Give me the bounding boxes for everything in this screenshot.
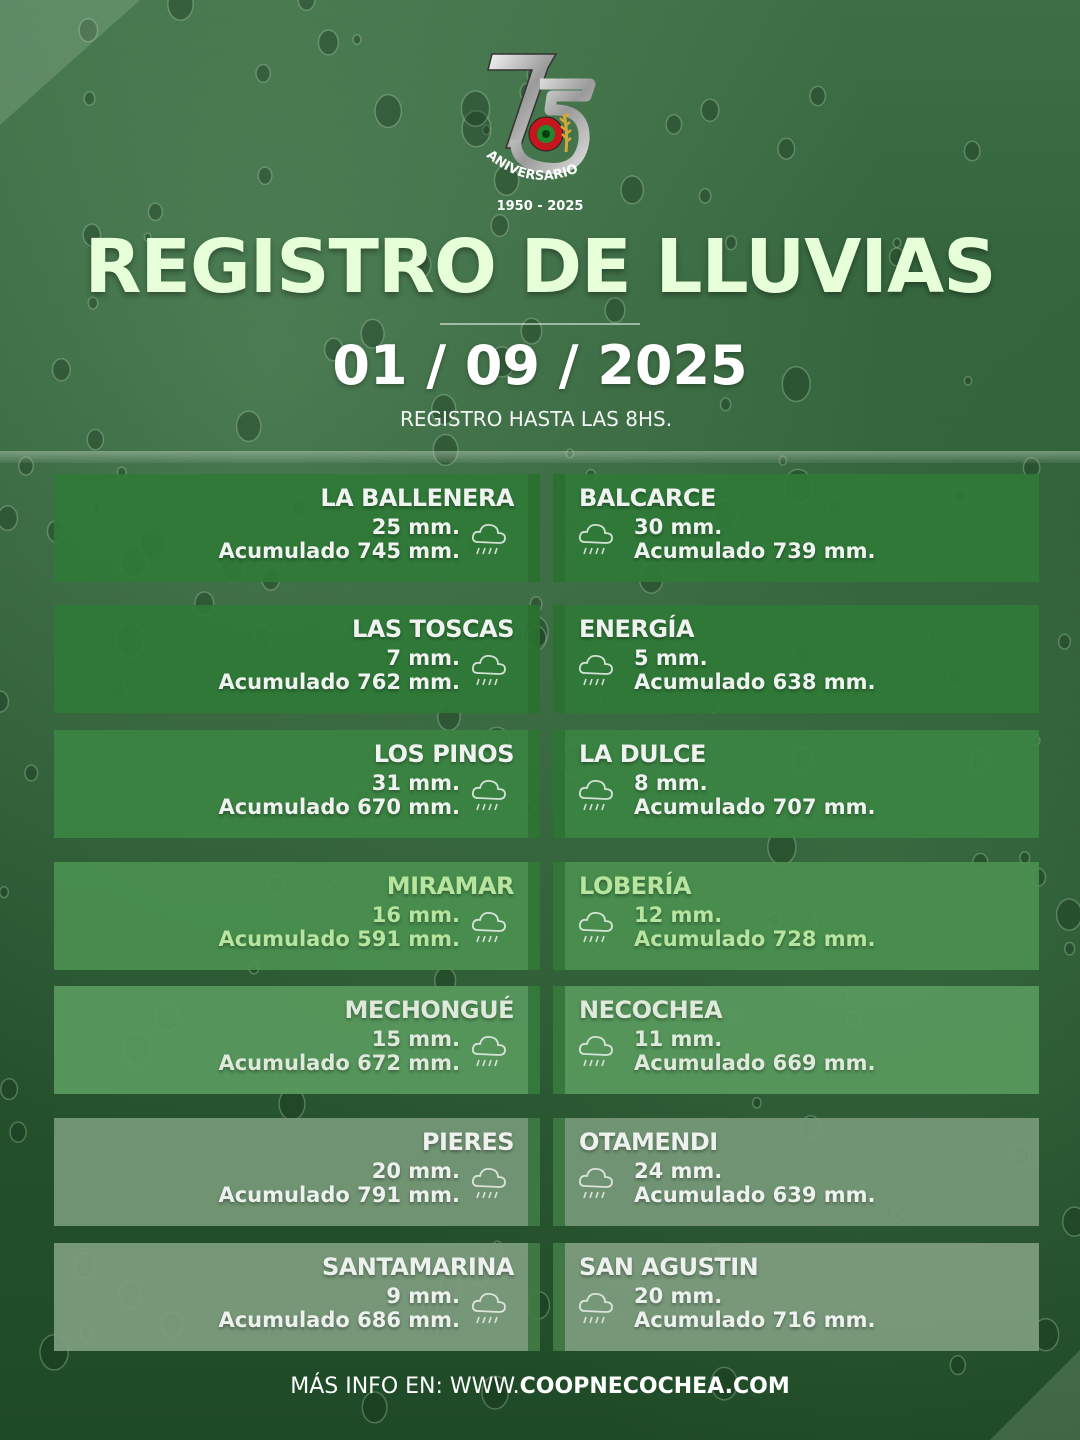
rain-cloud-icon (577, 651, 615, 691)
rain-cloud-icon (470, 1289, 508, 1329)
water-droplet (778, 138, 795, 159)
water-droplet (0, 887, 8, 898)
station-accumulated-rain: Acumulado 638 mm. (634, 670, 876, 694)
station-name: MECHONGUÉ (344, 996, 514, 1024)
water-droplet (353, 35, 361, 45)
water-droplet (87, 430, 103, 450)
station-name: LOBERÍA (579, 872, 692, 900)
water-droplet (1057, 899, 1080, 930)
corner-accent-top-left (0, 0, 140, 125)
water-droplet (25, 765, 38, 781)
station-name: SAN AGUSTIN (579, 1253, 759, 1281)
station-accumulated-rain: Acumulado 672 mm. (218, 1051, 460, 1075)
station-card (54, 474, 540, 582)
footer-website-link[interactable]: COOPNECOCHEA.COM (519, 1374, 790, 1399)
station-accumulated-rain: Acumulado 728 mm. (634, 927, 876, 951)
station-card (553, 730, 1039, 838)
station-name: BALCARCE (579, 484, 716, 512)
report-subtitle: REGISTRO HASTA LAS 8HS. (399, 407, 673, 431)
window-sill (0, 451, 1080, 463)
footer-prefix: MÁS INFO EN: WWW. (290, 1374, 520, 1399)
water-droplet (149, 203, 163, 220)
water-droplet (965, 141, 980, 160)
water-droplet (701, 99, 719, 121)
water-droplet (699, 189, 710, 203)
station-name: SANTAMARINA (321, 1253, 514, 1281)
rain-cloud-icon (577, 520, 615, 560)
water-droplet (753, 1098, 761, 1108)
water-droplet (666, 115, 681, 134)
report-date: 01 / 09 / 2025 (332, 334, 748, 397)
station-daily-rain: 11 mm. (634, 1027, 723, 1051)
station-card (553, 605, 1039, 713)
station-name: PIERES (421, 1128, 514, 1156)
page-title: REGISTRO DE LLUVIAS (84, 224, 996, 310)
station-daily-rain: 24 mm. (634, 1159, 723, 1183)
station-accumulated-rain: Acumulado 686 mm. (218, 1308, 460, 1332)
water-droplet (319, 30, 339, 55)
water-droplet (375, 95, 401, 128)
station-accumulated-rain: Acumulado 670 mm. (218, 795, 460, 819)
water-droplet (256, 65, 270, 83)
water-droplet (0, 506, 17, 530)
station-name: LA BALLENERA (320, 484, 514, 512)
anniversary-logo (474, 48, 604, 218)
station-card (54, 1243, 540, 1351)
station-daily-rain: 15 mm. (371, 1027, 460, 1051)
station-accumulated-rain: Acumulado 739 mm. (634, 539, 876, 563)
water-droplet (1059, 634, 1071, 649)
water-droplet (810, 86, 825, 105)
water-droplet (168, 0, 193, 20)
water-droplet (258, 167, 272, 184)
water-droplet (0, 691, 8, 712)
rain-cloud-icon (577, 1289, 615, 1329)
water-droplet (1, 1079, 18, 1100)
water-droplet (1065, 943, 1075, 955)
station-card (54, 986, 540, 1094)
water-droplet (950, 1356, 965, 1375)
rain-cloud-icon (470, 908, 508, 948)
water-droplet (1063, 1207, 1080, 1236)
station-accumulated-rain: Acumulado 669 mm. (634, 1051, 876, 1075)
station-name: MIRAMAR (386, 872, 514, 900)
station-daily-rain: 8 mm. (634, 771, 708, 795)
station-daily-rain: 7 mm. (386, 646, 460, 670)
station-daily-rain: 12 mm. (634, 903, 723, 927)
rain-cloud-icon (470, 651, 508, 691)
rain-cloud-icon (470, 776, 508, 816)
station-daily-rain: 25 mm. (371, 515, 460, 539)
water-droplet (10, 1122, 26, 1142)
station-card (54, 1118, 540, 1226)
station-card (54, 862, 540, 970)
station-accumulated-rain: Acumulado 639 mm. (634, 1183, 876, 1207)
rain-cloud-icon (470, 520, 508, 560)
rain-cloud-icon (577, 776, 615, 816)
station-daily-rain: 9 mm. (386, 1284, 460, 1308)
rain-cloud-icon (577, 1164, 615, 1204)
station-name: LA DULCE (579, 740, 706, 768)
station-daily-rain: 5 mm. (634, 646, 708, 670)
station-name: OTAMENDI (579, 1128, 718, 1156)
rain-cloud-icon (577, 1032, 615, 1072)
title-divider (440, 323, 640, 325)
logo-years: 1950 - 2025 (496, 199, 584, 214)
station-accumulated-rain: Acumulado 707 mm. (634, 795, 876, 819)
station-accumulated-rain: Acumulado 762 mm. (218, 670, 460, 694)
station-accumulated-rain: Acumulado 716 mm. (634, 1308, 876, 1332)
water-droplet (621, 176, 643, 204)
rain-cloud-icon (470, 1032, 508, 1072)
station-accumulated-rain: Acumulado 745 mm. (218, 539, 460, 563)
station-name: ENERGÍA (579, 615, 695, 643)
station-card (54, 730, 540, 838)
station-card (553, 986, 1039, 1094)
station-card (553, 862, 1039, 970)
rain-cloud-icon (470, 1164, 508, 1204)
station-daily-rain: 31 mm. (371, 771, 460, 795)
station-name: LOS PINOS (373, 740, 514, 768)
rain-cloud-icon (577, 908, 615, 948)
station-daily-rain: 30 mm. (634, 515, 723, 539)
footer-info (0, 1374, 1080, 1399)
station-daily-rain: 20 mm. (634, 1284, 723, 1308)
station-name: LAS TOSCAS (351, 615, 514, 643)
station-accumulated-rain: Acumulado 791 mm. (218, 1183, 460, 1207)
station-name: NECOCHEA (579, 996, 723, 1024)
logo-arc-text: ANIVERSARIO (483, 147, 581, 184)
water-droplet (298, 0, 314, 10)
station-card (553, 474, 1039, 582)
station-daily-rain: 16 mm. (371, 903, 460, 927)
station-accumulated-rain: Acumulado 591 mm. (218, 927, 460, 951)
station-card (553, 1118, 1039, 1226)
station-card (553, 1243, 1039, 1351)
station-card (54, 605, 540, 713)
station-daily-rain: 20 mm. (371, 1159, 460, 1183)
